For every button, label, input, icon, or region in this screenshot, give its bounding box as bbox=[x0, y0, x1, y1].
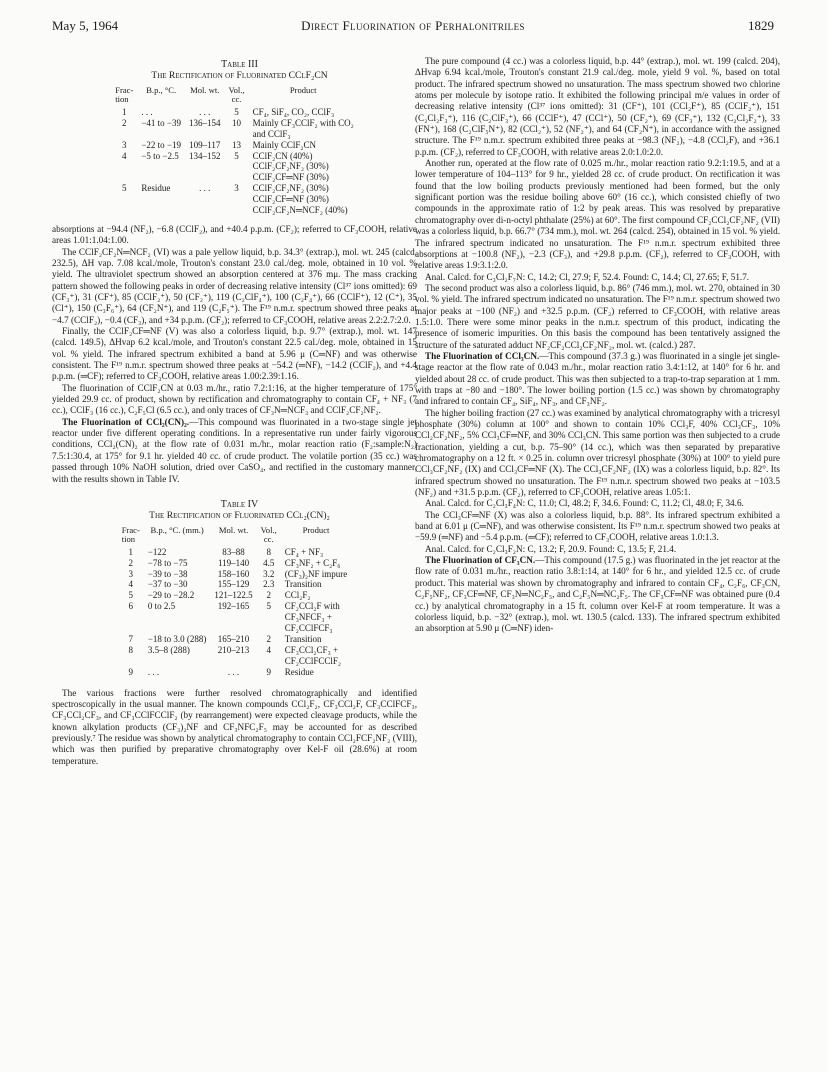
volume-cell: 3.2 bbox=[263, 568, 275, 579]
volume-cell: 13 bbox=[232, 139, 242, 150]
paragraph: The second product was also a colorless liquid, b.p. 86° (746 mm.), mol. wt. 270, obtained in 30 vol. % yield. The infrared spectrum indicated no unsaturation. The F¹⁹ n.m.r. spectrum showed two major peaks at −100 (NF₂) and +32.5 p.p.m. (CF₂) referred to CF₃COOH, with relative areas 1.5:1.0. There were some minor peaks in the n.m.r. spectrum of this product, indicating the presence of isomeric impurities. On this basis the compound has been tentatively assigned the structure of the saturated adduct NF₂CF₂CCl₂CF₂NF₂, mol. wt. (calcd.) 287. bbox=[415, 282, 780, 350]
mol-wt-cell: 155–129 bbox=[217, 579, 250, 590]
product-cell: CF₄, SiF₄, CO₂, CClF₃ bbox=[252, 106, 335, 117]
table-row bbox=[118, 547, 352, 558]
volume-cell: 8 bbox=[266, 546, 271, 557]
header-date: May 5, 1964 bbox=[52, 18, 119, 33]
volume-cell: 2 bbox=[266, 633, 271, 644]
product-cell: CClF₂CN (40%) CClF₂CF₂NF₂ (30%) CClF₂CF═NF (30%) bbox=[252, 150, 329, 183]
column-header: Product bbox=[302, 524, 330, 535]
table-row bbox=[111, 151, 358, 184]
volume-cell: 2.3 bbox=[263, 579, 275, 590]
mol-wt-cell: 109–117 bbox=[189, 139, 221, 150]
column-header: B.p., °C. (mm.) bbox=[150, 524, 204, 535]
fraction-cell: 8 bbox=[128, 644, 134, 655]
mol-wt-cell: 134–152 bbox=[189, 150, 221, 161]
table-row bbox=[118, 667, 352, 678]
product-cell: Mainly CClF₂CN bbox=[252, 139, 316, 150]
product-cell: CF₄ + NF₃ bbox=[284, 546, 324, 557]
table-row bbox=[118, 590, 352, 601]
table-4 bbox=[52, 499, 417, 678]
fraction-cell: 2 bbox=[122, 117, 127, 128]
section-heading: The Fluorination of CF₃CN. bbox=[425, 555, 536, 566]
paragraph: The pure compound (4 cc.) was a colorless liquid, b.p. 44° (extrap.), mol. wt. 199 (calcd. 204), ΔHvap 6.94 kcal./mole, Trouton's constant 21.9 cal./deg. mole, yield 9 vol. %, based on total product. The infrared spectrum showed no unsaturation. The mass spectrum showed two chlorine atoms per molecule by isotope ratio. It exhibited the following principal m/e values in order of decreasing relative intensity (Cl³⁷ ions omitted): 31 (CF⁺), 101 (CCl₂F⁺), 85 (CClF₂⁺), 151 (C₂Cl₂F₃⁺), 116 (C₂ClF₃⁺), 66 (CClF⁺), 47 (CCl⁺), 50 (CF₂⁺), 69 (CF₃⁺), 132 (C₂Cl₂F₂⁺), 33 (FN⁺), 168 (C₂ClF₅N⁺), 82 (CCl₂⁺), 52 (NF₂⁺), and 64 (CF₂N⁺), in accordance with the assigned structure. The F¹⁹ n.m.r. spectrum exhibited three peaks at −98.3 (NF₂), −4.8 (CCl₂F), and +36.1 p.p.m. (CF₂), referred to CF₃COOH, with relative areas 2.0:1.0:2.0. bbox=[415, 56, 780, 157]
bp-cell: 0 to 2.5 bbox=[147, 601, 176, 612]
table-header-row bbox=[118, 526, 352, 547]
paragraph: Anal. Calcd. for C₃Cl₂F₇N: C, 14.2; Cl, 27.9; F, 52.4. Found: C, 14.4; Cl, 27.65; F, 51.7. bbox=[425, 271, 750, 282]
paragraph: Finally, the CClF₂CF═NF (V) was also a colorless liquid, b.p. 9.7° (extrap.), mol. wt. 147 (calcd. 149.5), ΔHvap 6.2 kcal./mole, and Trouton's constant 22.5 cal./deg. mole, obtained in 15 vol. % yield. The infrared spectrum exhibited a band at 5.96 μ (C═NF) and was otherwise consistent. The F¹⁹ n.m.r. spectrum showed three peaks at −54.2 (═NF), −14.2 (CClF₂), and +4.4 p.p.m. (═CF); referred to CF₃COOH, relative areas 1.00:2.39:1.16. bbox=[52, 326, 417, 382]
table-4-title: The Rectification of Fluorinated CCl₂(CN)₂ bbox=[149, 510, 330, 522]
paragraph-text: —This compound (17.5 g.) was fluorinated in the jet reactor at the flow rate of 0.031 m./hr., reaction ratio 3.8:1:14, at 140° for 6 hr., and yielded 12.5 cc. of crude product. This material was shown by chromatography and infrared to contain CF₄, C₂F₆, CF₃CN, C₂F₅NF₂, CF₃CF═NF, CF₃N═NC₂F₅, and C₂F₅N═NC₂F₅. The CF₃CF═NF was obtained pure (0.4 cc.) by analytical chromatography in a 15 ft. column over Kel-F at room temperature. It was a colorless liquid, b.p. −32° (extrap.), mol. wt. 130.5 (calcd. 133). The infrared spectrum exhibited an absorption at 5.90 μ (C═NF) iden- bbox=[415, 555, 780, 634]
fraction-cell: 9 bbox=[128, 666, 134, 677]
mol-wt-cell: 210–213 bbox=[217, 644, 250, 655]
column-header: Vol., cc. bbox=[228, 84, 245, 105]
mol-wt-cell: 121–122.5 bbox=[214, 590, 253, 601]
paragraph: The CCl₃CF═NF (X) was also a colorless liquid, b.p. 88°. Its infrared spectrum exhibited a band at 6.01 μ (C═NF), and was otherwise consistent. Its F¹⁹ n.m.r. spectrum showed two peaks at −59.9 (═NF) and −5.4 p.p.m. (═CF); referred to CF₃COOH, relative areas 1.0:1.3. bbox=[415, 509, 780, 543]
volume-cell: 4 bbox=[266, 644, 271, 655]
fraction-cell: 6 bbox=[128, 601, 134, 612]
fraction-cell: 4 bbox=[128, 579, 134, 590]
paragraph-text: —This compound (37.3 g.) was fluorinated in a single jet single-stage reactor at the flow rate of 0.043 m./hr., molar reaction ratio 3.4:1:12, at 140° for 6 hr. and yielded about 28 cc. of crude product. This was then subjected to a trap-to-trap separation at 1 mm. with traps at −80 and −180°. The lower boiling portion (1.5 cc.) was shown by chromatography and infrared to contain CF₄, SiF₄, NF₃, and CF₃NF₂. bbox=[415, 350, 780, 407]
page-number: 1829 bbox=[748, 18, 774, 33]
mol-wt-cell: 83–88 bbox=[222, 546, 245, 557]
table-row bbox=[118, 645, 352, 667]
bp-cell: 3.5–8 (288) bbox=[147, 644, 190, 655]
paragraph bbox=[52, 417, 417, 485]
paragraph-text: —This compound was fluorinated in a two-stage single jet reactor under five different operating conditions. In a representative run under fairly vigorous conditions, CCl₂(CN)₂ at the flow rate of 0.031 m./hr., molar reaction ratio (F₂:sample:N₂) 7.5:1:30.4, at 175° for 9.1 hr. yielded 40 cc. of crude product. The volatile portion (35 cc.) was passed through 10% NaOH solution, dried over CaSO₄, and rectified in the customary manner, with the results shown in Table IV. bbox=[52, 416, 417, 484]
product-cell: Transition bbox=[284, 579, 322, 590]
product-cell: CF₂CCl₂F with CF₃NFCF₃ + CF₂CClFCF₃ bbox=[284, 601, 340, 634]
mol-wt-cell: . . . bbox=[199, 183, 211, 194]
table-header-row bbox=[111, 86, 358, 107]
table-3-grid bbox=[111, 86, 358, 216]
paragraph: The various fractions were further resolved chromatographically and identified spectroscopically in the usual manner. The known compounds CCl₂F₂, CF₃CCl₂F, CF₃CClFCF₃, CF₃CCl₂CF₃, and CF₃CClFCClF₂ (by rearrangement) were expected cleavage products, while the known alkylation products (CF₃)₂NF and CF₃NFC₂F₅ may be accounted for as described previously.⁷ The residue was shown by analytical chromatography to contain CCl₂FCF₂NF₂ (VIII), which was then purified by preparative chromatography over Kel-F oil (28.6%) at room temperature. bbox=[52, 687, 417, 766]
paragraph: Another run, operated at the flow rate of 0.025 m./hr., molar reaction ratio 9.2:1:19.5, and at a lower temperature of 104–113° for 9 hr., yielded 28 cc. of crude product. On rectification it was found that the low boiling products previously mentioned had been formed, but the only significant portion was the residue boiling above 60° (16 cc.), which consisted chiefly of two compounds in the approximate ratio of 1:2 by peak areas. This was resolved by preparative chromatography over di-n-octyl phthalate (25%) at 60°. The first compound CF₂CCl₂CF₂NF₂ (VII) was a colorless liquid, b.p. 66.7° (734 mm.), mol. wt. 264 (calcd. 254), obtained in 15 vol. % yield. The infrared spectrum indicated no unsaturation. The F¹⁹ n.m.r. spectrum exhibited three absorptions at −100.8 (NF₂), −2.3 (CF₃), and +29.8 p.p.m. (CF₂), referred to CF₃COOH, with relative areas 1.9:3.1:2.0. bbox=[415, 158, 780, 271]
fraction-cell: 5 bbox=[128, 590, 134, 601]
column-header: Product bbox=[289, 84, 317, 95]
volume-cell: 5 bbox=[234, 150, 239, 161]
table-4-caption: Table IV bbox=[220, 498, 259, 510]
mol-wt-cell: 119–140 bbox=[217, 557, 250, 568]
right-column bbox=[415, 56, 780, 635]
table-row bbox=[118, 634, 352, 645]
bp-cell: −39 to −38 bbox=[147, 568, 188, 579]
paragraph: Anal. Calcd. for C₂Cl₃F₄N: C, 11.0; Cl, 48.2; F, 34.6. Found: C, 11.2; Cl, 48.0; F, 34.6. bbox=[425, 498, 744, 509]
fraction-cell: 7 bbox=[128, 633, 134, 644]
bp-cell: −5 to −2.5 bbox=[141, 150, 179, 161]
volume-cell: 5 bbox=[266, 601, 271, 612]
bp-cell: . . . bbox=[147, 666, 160, 677]
volume-cell: 3 bbox=[234, 183, 239, 194]
volume-cell: 2 bbox=[266, 590, 271, 601]
fraction-cell: 4 bbox=[122, 150, 127, 161]
volume-cell: 5 bbox=[234, 106, 239, 117]
header-title: Direct Fluorination of Perhalonitriles bbox=[301, 18, 525, 33]
table-3-title: The Rectification of Fluorinated CClF₂CN bbox=[151, 70, 328, 82]
fraction-cell: 3 bbox=[122, 139, 127, 150]
column-header: Frac- tion bbox=[115, 84, 134, 105]
table-row bbox=[111, 118, 358, 140]
volume-cell: 4.5 bbox=[263, 557, 275, 568]
table-row bbox=[111, 183, 358, 216]
table-row bbox=[111, 107, 358, 118]
product-cell: CCl₂F₂ bbox=[284, 590, 311, 601]
bp-cell: −29 to −28.2 bbox=[147, 590, 195, 601]
left-column bbox=[52, 56, 417, 767]
paragraph: The fluorination of CClF₂CN at 0.03 m./hr., ratio 7.2:1:16, at the higher temperature of 175° yielded 29.9 cc. of product, shown by rectification and chromatography to contain CF₄ + NF₃ (7 cc.), CClF₃ (16 cc.), C₂F₅Cl (6.5 cc.), and only traces of CF₃N═NCF₃ and CClF₂CF₂NF₂. bbox=[52, 382, 417, 416]
paragraph: Anal. Calcd. for C₂Cl₃F₂N: C, 13.2; F, 20.9. Found: C, 13.5; F, 21.4. bbox=[425, 543, 677, 554]
product-cell: CF₃NF₂ + C₂F₆ bbox=[284, 557, 341, 568]
bp-cell: −18 to 3.0 (288) bbox=[147, 633, 207, 644]
column-header: Vol., cc. bbox=[260, 524, 277, 545]
bp-cell: −41 to −39 bbox=[141, 117, 181, 128]
fraction-cell: 2 bbox=[128, 557, 134, 568]
product-cell: (CF₃)₂NF impure bbox=[284, 568, 348, 579]
fraction-cell: 3 bbox=[128, 568, 134, 579]
volume-cell: 10 bbox=[232, 117, 242, 128]
paragraph: absorptions at −94.4 (NF₂), −6.8 (CClF₂), and +40.4 p.p.m. (CF₂); referred to CF₃COOH, relative areas 1.01:1.04:1.00. bbox=[52, 223, 417, 246]
paragraph bbox=[415, 555, 780, 634]
table-3-caption: Table III bbox=[221, 59, 258, 70]
table-4-grid bbox=[118, 526, 352, 678]
mol-wt-cell: . . . bbox=[227, 666, 240, 677]
product-cell: CClF₂CF₂NF₂ (30%) CClF₂CF═NF (30%) CClF₂CF₂N═NCF₂ (40%) bbox=[252, 183, 348, 216]
table-row bbox=[111, 140, 358, 151]
paragraph: The higher boiling fraction (27 cc.) was examined by analytical chromatography with a tricresyl phosphate (30%) column at 100° and shown to contain 10% CCl₃F, 40% CCl₃CF₃, 10% CCl₂CF₂NF₂, 5% CCl₃CF═NF, and 30% CCl₃CN. This same portion was then subjected to a crude fractionation, yielding a cut, b.p. 75–90° (14 cc.), which was then separated by preparative chromatography on a 12 ft. × 0.25 in. column over tricresyl phosphate (30%) at 100° to yield pure CCl₃CF₂NF₂ (IX) and CCl₃CF═NF (X). The CCl₃CF₂NF₂ (IX) was a colorless liquid, b.p. 82°. Its infrared spectrum showed no unsaturation. The F¹⁹ n.m.r. spectrum showed two peaks at −103.5 (NF₂) and +31.5 p.p.m. (CF₂), referred to CF₃COOH, relative areas 1.05:1. bbox=[415, 407, 780, 498]
table-row bbox=[118, 579, 352, 590]
fraction-cell: 1 bbox=[128, 546, 134, 557]
paragraph bbox=[415, 351, 780, 408]
product-cell: Transition bbox=[284, 633, 322, 644]
column-header: Frac- tion bbox=[121, 524, 140, 545]
bp-cell: Residue bbox=[141, 183, 171, 194]
volume-cell: 9 bbox=[266, 666, 271, 677]
table-3 bbox=[52, 59, 417, 216]
mol-wt-cell: 165–210 bbox=[217, 633, 250, 644]
mol-wt-cell: 136–154 bbox=[189, 117, 221, 128]
table-row bbox=[118, 601, 352, 634]
fraction-cell: 1 bbox=[122, 106, 127, 117]
running-header bbox=[52, 18, 774, 38]
mol-wt-cell: 192–165 bbox=[217, 601, 250, 612]
column-header: B.p., °C. bbox=[146, 84, 177, 95]
product-cell: Mainly CF₃CClF₂ with CO₂ and CClF₃ bbox=[252, 117, 354, 139]
mol-wt-cell: 158–160 bbox=[217, 568, 250, 579]
bp-cell: . . . bbox=[141, 106, 153, 117]
section-heading: The Fluorination of CCl₂(CN)₂. bbox=[62, 416, 190, 427]
bp-cell: −78 to −75 bbox=[147, 557, 188, 568]
bp-cell: −122 bbox=[147, 546, 167, 557]
column-header: Mol. wt. bbox=[218, 524, 249, 535]
fraction-cell: 5 bbox=[122, 183, 127, 194]
bp-cell: −22 to −19 bbox=[141, 139, 181, 150]
product-cell: Residue bbox=[284, 666, 314, 677]
column-header: Mol. wt. bbox=[190, 84, 220, 95]
section-heading: The Fluorination of CCl₃CN. bbox=[425, 350, 540, 361]
bp-cell: −37 to −30 bbox=[147, 579, 188, 590]
table-row bbox=[118, 558, 352, 569]
table-row bbox=[118, 569, 352, 580]
paragraph: The CClF₂CF₂N═NCF₂ (VI) was a pale yellow liquid, b.p. 34.3° (extrap.), mol. wt. 245 (calcd. 232.5), ΔH vap. 7.08 kcal./mole, Trouton's constant 23.0 cal./deg. mole, obtained in 10 vol. % yield. The ultraviolet spectrum showed an absorption centered at 376 mμ. The mass cracking pattern showed the following peaks in order of decreasing relative intensity (Cl³⁷ ions omitted): 69 (CF₃⁺), 31 (CF⁺), 85 (CClF₂⁺), 50 (CF₂⁺), 119 (C₂ClF₄⁺), 100 (C₂F₄⁺), 66 (CClF⁺), 12 (C⁺), 35 (Cl⁺), 150 (C₃F₆⁺), 64 (CF₂N⁺), and 119 (C₂F₅⁺). The F¹⁹ n.m.r. spectrum showed three peaks at −4.7 (CClF₂), −0.4 (CF₃), and +34 p.p.m. (CF₂); referred to CF₃COOH, relative areas 2.2:2.7:2.0. bbox=[52, 246, 417, 325]
mol-wt-cell: . . . bbox=[199, 106, 211, 117]
product-cell: CF₃CCl₂CF₃ + CF₂CClFCClF₂ bbox=[284, 644, 342, 666]
